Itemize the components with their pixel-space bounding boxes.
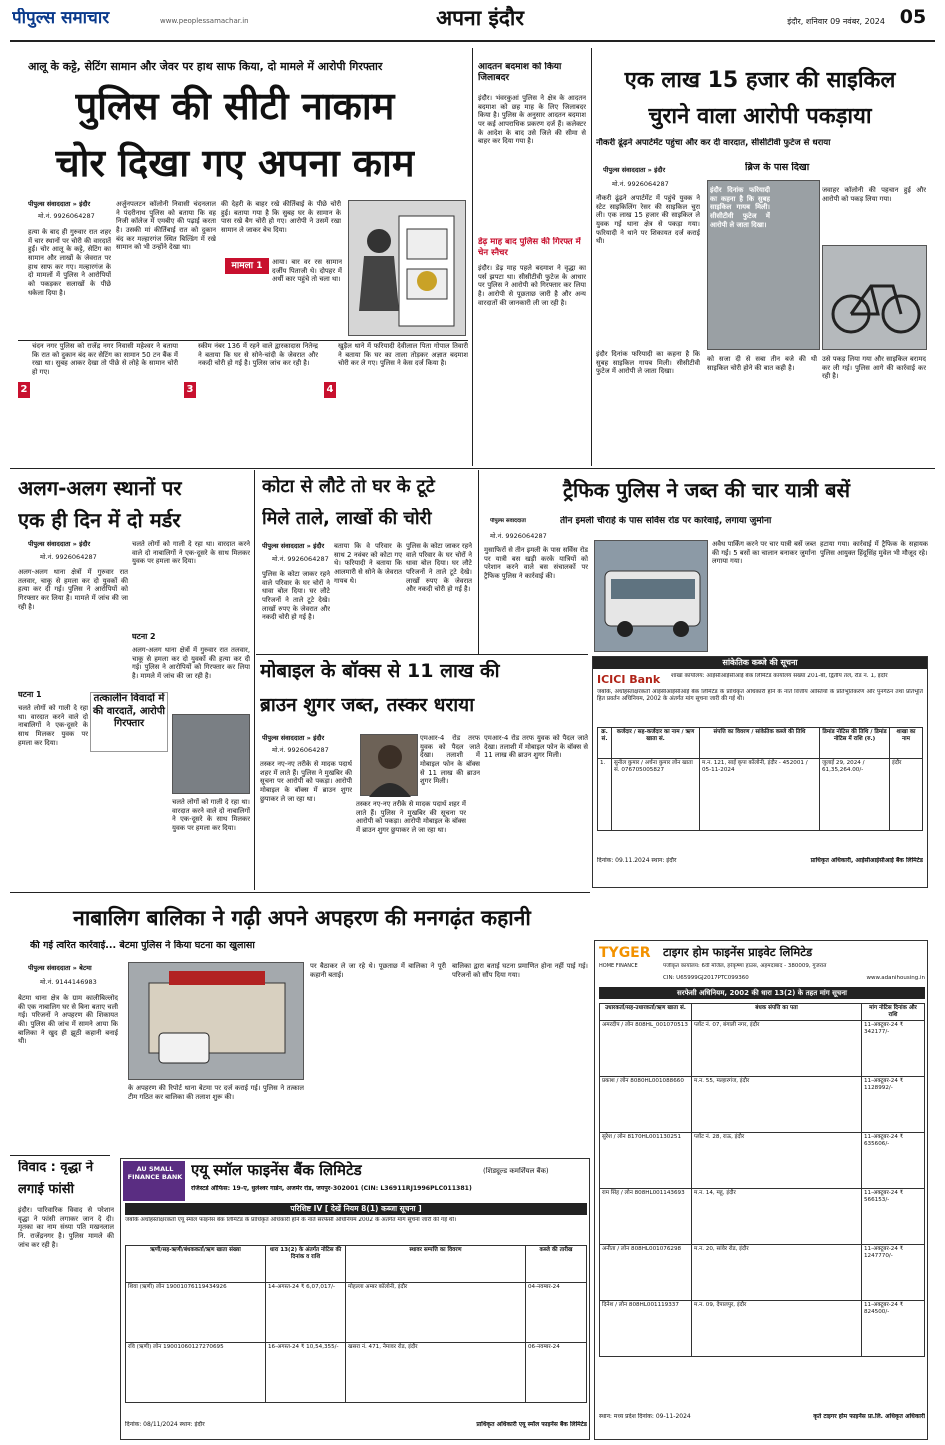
tyger-ad — [594, 940, 928, 1440]
cycle-body-1: नौकरी ढूंढ़ने अपार्टमेंट में पहुंचे युवक ने स्टेट साइकिलिंग रेसर की साइकिल चुरा ली। एक लाख 15 हजार की साइकिल ले युवक गई थाना क्षेत्र से पकड़ा गया। फरियादी ने थाने पर शिकायत दर्ज कराई थी। — [596, 194, 700, 246]
cycle-mob: मो.नं. 9926064287 — [612, 180, 669, 188]
mid-story-body: इंदौर। भंवरकुआं पुलिस ने क्षेत्र के आदतन बदमाश को छह माह के लिए जिलाबदर किया है। पुलिस के अनुसार आदतन बदमाश पर कई आपराधिक प्रकरण दर्ज हैं। कलेक्टर के आदेश के बाद उसे जिले की सीमा से बाहर कर दिया गया है। — [478, 94, 586, 146]
tyger-row-3-borrower: सुरेश / लोन 8170HL001130251 — [600, 1132, 692, 1188]
mobile-headline-2: ब्राउन शुगर जब्त, तस्कर धराया — [260, 694, 475, 716]
police-station-icon — [129, 963, 305, 1081]
suicide-headline-1: विवाद : वृद्धा ने — [18, 1160, 94, 1175]
suicide-body: इंदौर। पारिवारिक विवाद से परेशान वृद्धा ने फांसी लगाकर जान दे दी। मृतका का नाम संध्या पति मखनलाल नि. राजेंद्रनगर है। पुलिस मामले की जांच कर रही है। — [18, 1206, 114, 1249]
icici-banner: सांकेतिक कब्जे की सूचना — [593, 657, 927, 669]
cycle-headline-1: एक लाख 15 हजार की साइकिल — [624, 68, 896, 93]
mobile-body-2: तस्कर नए-नए तरीके से मादक पदार्थ शहर में लाते हैं। पुलिस ने मुखबिर की सूचना पर आरोपी को पकड़ा। आरोपी मोबाइल के बॉक्स में ब्राउन शुगर छुपाकर ले जा रहा था। — [356, 800, 466, 835]
tyger-title: टाइगर होम फाइनेंस प्राइवेट लिमिटेड — [663, 945, 813, 959]
icici-col-3: संपत्ति का विवरण / सांकेतिक कब्जे की तिथि — [700, 728, 820, 759]
icici-cell-amount: जुलाई 29, 2024 / 61,35,264.00/- — [820, 759, 890, 831]
murder-byline: पीपुल्स संवाददाता » इंदौर — [28, 540, 91, 548]
page-number: 05 — [899, 6, 927, 28]
masthead — [0, 0, 945, 40]
au-intro: जबकि अधोहस्ताक्षरकर्ता एयू स्मॉल फाइनेंस बैंक लिमिटेड के प्राधिकृत अधिकारी होने के नाते सरफेसी अधिनियम 2002 के अंतर्गत मांग सूचना जारी की गई थी। — [125, 1217, 457, 1223]
au-notice: परिशिष्ट IV [ देखें नियम 8(1) कब्जा सूचना ] — [125, 1203, 587, 1215]
murder-sub-2: घटना 2 — [132, 632, 156, 641]
strip-text-3: स्कीम नंबर 136 में रहने वाले द्वारकादास नितेन्द्र ने बताया कि घर से सोने-चांदी के जेवरात और नकदी चोरी हो गई है। पुलिस जांच कर रही है। — [198, 342, 318, 368]
cycle-column-rule — [591, 48, 592, 466]
section-title: अपना इंदौर — [436, 6, 524, 30]
mid-story-head: आदतन बदमाश को किया जिलाबदर — [478, 62, 562, 84]
icici-ad — [592, 656, 928, 888]
icici-cell-property: म.न. 121, साई कृपा कॉलोनी, इंदौर - 452001 / 05-11-2024 — [700, 759, 820, 831]
au-row2-notice: 16-अगस्त-24 ₹ 10,54,355/- — [266, 1343, 346, 1403]
minor-body-4: बालिका द्वारा बताई घटना प्रमाणित होना नहीं पाई गई। परिजनों को सौंप दिया गया। — [452, 962, 588, 979]
au-col-2: धारा 13(2) के अंतर्गत नोटिस की दिनांक व राशि — [266, 1246, 346, 1283]
kota-byline: पीपुल्स संवाददाता » इंदौर — [262, 542, 325, 550]
lead-body-col2: अर्जुनपलटन कॉलोनी निवासी चंदनलाल ने पंदरीनाथ पुलिस को बताया कि वह निजी कॉलेज में एमबीए की पढ़ाई करता है। उसकी मां कीर्तिबाई रात को दुकान बंद कर मल्हारगंज स्थित बिल्डिंग में रखे सामान को भी उन्होंने देखा था। — [116, 200, 216, 252]
kota-body-1: पुलिस के कोटा जाकर रहने वाले परिवार के घर चोरों ने धावा बोल दिया। घर लौटे परिजनों ने ताले टूटे देखे। लाखों रुपए के जेवरात और नकदी चोरी हो गई है। — [262, 570, 330, 622]
cycle-body-5: उसे पकड़ लिया गया और साइकिल बरामद कर ली गई। पुलिस आगे की कार्रवाई कर रही है। — [822, 355, 926, 381]
lead-kicker: आलू के कट्टे, सेटिंग सामान और जेवर पर हाथ साफ किया, दो मामले में आरोपी गिरफ्तार — [28, 60, 383, 73]
bicycle-icon — [823, 246, 928, 351]
cycle-headline-2: चुराने वाला आरोपी पकड़ाया — [648, 104, 872, 129]
tyger-logo-sub: HOME FINANCE — [599, 963, 638, 969]
brand-logo: पीपुल्स समाचार — [12, 8, 110, 28]
traffic-deck: तीन इमली चौराहे के पास सर्विस रोड पर कार्रवाई, लगाया जुर्माना — [560, 516, 772, 526]
tyger-row-4-notice: 11-अक्टूबर-24 ₹ 566153/- — [862, 1188, 925, 1244]
murder-body-3: अलग-अलग थाना क्षेत्रों में गुरुवार रात तलवार, चाकू से हमला कर दो युवकों की हत्या कर दी गई। पुलिस ने आरोपियों को गिरफ्तार कर लिया है। मामले में जांच की जा रही है। — [132, 646, 250, 681]
mid-column-rule — [472, 48, 473, 466]
au-row1-notice: 14-अगस्त-24 ₹ 6,07,017/- — [266, 1283, 346, 1343]
traffic-byline: पीपुल्स संवाददाता — [490, 518, 526, 524]
lead-headline-1: पुलिस की सीटी नाकाम — [75, 84, 395, 128]
traffic-body-3: हटाया गया। कार्रवाई में ट्रैफिक के सहायक पुलिस आयुक्त हिंदूसिंह मुवेल भी मौजूद रहे। — [820, 540, 928, 557]
tyger-row-2-borrower: प्रकाश / लोन 8080HL001088660 — [600, 1076, 692, 1132]
lead-headline-2: चोर दिखा गए अपना काम — [55, 141, 415, 185]
icici-cell-sn: 1. — [598, 759, 612, 831]
tyger-row-6-borrower: दिनेश / लोन 808HL001119337 — [600, 1300, 692, 1356]
au-row2-borrower: रवि (ऋणी) लोन 19001060127270695 — [126, 1343, 266, 1403]
mobile-mob: मो.नं. 9926064287 — [272, 746, 329, 754]
icici-logo: ICICI Bank — [597, 673, 661, 686]
murder-quote: तत्कालीन विवादों में की वारदातें, आरोपी गिरफ्तार — [90, 692, 168, 752]
suicide-rule — [10, 1155, 110, 1156]
au-col-3: स्थावर सम्पत्ति का विवरण — [346, 1246, 526, 1283]
bus-icon — [595, 541, 709, 653]
cycle-body-2: इंदौर दिनांक फरियादी का कहना है कि सुबह साइकिल गायब मिली। सीसीटीवी फुटेज में आरोपी ले जाता दिखा। — [710, 186, 770, 229]
au-signature: प्राधिकृत अधिकारी एयू स्मॉल फाइनेंस बैंक लिमिटेड — [476, 1421, 587, 1428]
kota-rule — [254, 470, 255, 890]
minor-body-1: बेटमा थाना क्षेत्र के ग्राम कालीबिल्लोद की एक नाबालिग घर से बिना बताए चली गई। परिजनों ने अपहरण की शिकायत की। पुलिस की जांच में सामने आया कि बालिका ने खुद ही झूठी कहानी बनाई थी। — [18, 994, 118, 1046]
minor-deck: की गई त्वरित कार्रवाई... बेटमा पुलिस ने किया घटना का खुलासा — [30, 940, 255, 951]
kota-mob: मो.नं. 9926064287 — [272, 555, 329, 563]
thief-illustration-icon — [349, 201, 467, 337]
strip-number-4: 4 — [324, 382, 336, 398]
tyger-web: www.adanihousing.in — [866, 975, 925, 981]
tyger-col-2: बंधक संपत्ति का पता — [692, 1004, 862, 1021]
lead-mob: मो.नं. 9926064287 — [38, 212, 95, 220]
cycle-body-4: को सजा दी से सबा तीन बजे की थी साइकिल चोरी होने की बात कही है। — [707, 355, 817, 372]
cycle-deck: नौकरी ढूंढ़ने अपार्टमेंट पहुंचा और कर दी वारदात, सीसीटीवी फुटेज से धराया — [596, 138, 831, 148]
icici-col-4: डिमांड नोटिस की तिथि / डिमांड नोटिस में राशि (रु.) — [820, 728, 890, 759]
mobile-body-4: एमआर-4 रोड तरफ युवक को पैदल जाते देखा। तलाशी में मोबाइल फोन के बॉक्स से 11 लाख की ब्राउन शुगर मिली। — [484, 734, 588, 760]
tyger-row-5-borrower: अनीता / लोन 808HL001076298 — [600, 1244, 692, 1300]
icici-col-5: शाखा का नाम — [890, 728, 923, 759]
tyger-row-4-borrower: राम सिंह / लोन 808HL001143693 — [600, 1188, 692, 1244]
au-col-4: कब्जे की तारीख — [526, 1246, 587, 1283]
murder-headline-2: एक ही दिन में दो मर्डर — [18, 508, 181, 532]
lead-strip — [18, 342, 468, 468]
strip-item-3 — [184, 342, 320, 466]
au-col-1: ऋणी/सह-ऋणी/बंधककर्ता/ऋण खाता संख्या — [126, 1246, 266, 1283]
murder-headline-1: अलग-अलग स्थानों पर — [18, 476, 182, 500]
case-label-1: मामला 1 — [225, 258, 269, 274]
icici-footer: दिनांक: 09.11.2024 स्थान: इंदौर — [597, 857, 677, 864]
minor-mob: मो.नं. 9144146983 — [40, 978, 97, 986]
strip-number-3: 3 — [184, 382, 196, 398]
tyger-row-3-notice: 11-अक्टूबर-24 ₹ 635606/- — [862, 1132, 925, 1188]
murder-body-1b: चलते लोगों को गाली दे रहा था। वारदात करने वाले दो नाबालिगों ने एक-दूसरे के साथ मिलकर युवक पर हमला कर दिया। — [18, 704, 88, 747]
tyger-row-1-property: प्लॉट नं. 07, बंगाली नगर, इंदौर — [692, 1020, 862, 1076]
au-row1-property: मोहल्ला अम्बर कॉलोनी, इंदौर — [346, 1283, 526, 1343]
traffic-rule — [478, 470, 479, 654]
au-address: रजिस्टर्ड ऑफिस: 19-ए, धुलेश्वर गार्डन, अजमेर रोड, जयपुर-302001 (CIN: L36911RJ1996PLC011381) — [191, 1185, 472, 1192]
au-footer: दिनांक: 08/11/2024 स्थान: इंदौर — [125, 1421, 205, 1428]
au-ad — [120, 1158, 590, 1440]
minor-photo-police-station — [128, 962, 304, 1080]
tyger-row-6-property: म.न. 09, देपालपुर, इंदौर — [692, 1300, 862, 1356]
middle-section-rule — [10, 892, 590, 893]
mobile-headline-1: मोबाइल के बॉक्स से 11 लाख की — [260, 660, 500, 682]
au-row2-date: 06-नवम्बर-24 — [526, 1343, 587, 1403]
tyger-row-6-notice: 11-अक्टूबर-24 ₹ 824500/- — [862, 1300, 925, 1356]
minor-body-3: पर बैठाकर ले जा रहे थे। पूछताछ में बालिका ने पूरी कहानी बताई। — [310, 962, 446, 979]
tyger-signature: कृते टाइगर होम फाइनेंस प्रा.लि. अधिकृत अधिकारी — [813, 1413, 925, 1420]
tyger-table — [599, 1003, 925, 1357]
cycle-byline: पीपुल्स संवाददाता » इंदौर — [603, 166, 666, 174]
au-logo — [123, 1161, 185, 1201]
murder-mob: मो.नं. 9926064287 — [40, 553, 97, 561]
tyger-address: पंजीकृत कार्यालय: 6वीं मंजिल, हरेकृष्णा हाउस, अहमदाबाद - 380009, गुजरात — [663, 963, 827, 969]
icici-table — [597, 727, 923, 831]
kota-body-3: पुलिस के कोटा जाकर रहने वाले परिवार के घर चोरों ने धावा बोल दिया। घर लौटे परिजनों ने ताले टूटे देखे। लाखों रुपए के जेवरात और नकदी चोरी हो गई है। — [406, 542, 472, 594]
tyger-row-3-property: प्लॉट नं. 28, राऊ, इंदौर — [692, 1132, 862, 1188]
au-logo-text: AU SMALL FINANCE BANK — [127, 1165, 183, 1182]
icici-col-2: कर्जदार / सह-कर्जदार का नाम / ऋण खाता सं. — [612, 728, 700, 759]
icici-cell-branch: इंदौर — [890, 759, 923, 831]
lead-strip-rule — [18, 340, 468, 341]
au-row2-property: खसरा नं. 471, नेमावर रोड, इंदौर — [346, 1343, 526, 1403]
masthead-rule — [10, 40, 935, 42]
strip-text-4: खुड़ैल थाने में फरियादी देवीलाल पिता गोपाल तिवारी ने बताया कि घर का ताला तोड़कर अज्ञात बदमाश चोरी कर ले गए। पुलिस ने केस दर्ज किया है। — [338, 342, 468, 368]
minor-byline: पीपुल्स संवाददाता » बेटमा — [28, 964, 92, 972]
icici-office: शाखा कार्यालय: आईसीआईसीआई बैंक लिमिटेड कार्यालय संख्या 201-बी, द्वितीय तल, रोड नं. 1, इंदौर — [671, 673, 888, 679]
tyger-col-3: मांग नोटिस दिनांक और राशि — [862, 1004, 925, 1021]
au-row1-borrower: शिवा (ऋणी) लोन 19001076119434926 — [126, 1283, 266, 1343]
person-icon — [361, 735, 419, 797]
tyger-row-5-property: म.न. 20, सांवेर रोड, इंदौर — [692, 1244, 862, 1300]
mobile-rule — [256, 654, 588, 655]
kota-headline-2: मिले ताले, लाखों की चोरी — [262, 508, 432, 529]
murder-body: अलग-अलग थाना क्षेत्रों में गुरुवार रात तलवार, चाकू से हमला कर दो युवकों की हत्या कर दी गई। पुलिस ने आरोपियों को गिरफ्तार कर लिया है। मामले में जांच की जा रही है। — [18, 568, 128, 611]
traffic-body: मुसाफिरों से तीन इमली के पास सर्विस रोड पर यात्री बस खड़ी करके यात्रियों को परेशान करने वाले बस संचालकों पर ट्रैफिक पुलिस ने कार्रवाई की। — [484, 546, 588, 581]
mobile-body-3: एमआर-4 रोड तरफ युवक को पैदल जाते देखा। तलाशी में मोबाइल फोन के बॉक्स से 11 लाख की ब्राउन शुगर मिली। — [420, 734, 480, 786]
traffic-headline: ट्रैफिक पुलिस ने जब्त की चार यात्री बसें — [562, 478, 851, 502]
traffic-body-2: अवैध पार्किंग करने पर चार यात्री बसें जब्त की गईं। 5 बसों का चालान बनाकर जुर्माना लगाया गया। — [712, 540, 816, 566]
case-1-text: आया। बार वर रस सामान दर्जीय पिताजी थे। दोपहर में अर्थी कार पहुंचे तो चला था। — [272, 258, 342, 284]
cycle-photo-bike — [822, 245, 927, 350]
tyger-row-4-property: म.न. 14, महू, इंदौर — [692, 1188, 862, 1244]
tyger-logo: TYGER — [599, 945, 651, 961]
tyger-row-5-notice: 11-अक्टूबर-24 ₹ 1247770/- — [862, 1244, 925, 1300]
tyger-row-2-notice: 11-अक्टूबर-24 ₹ 1128992/- — [862, 1076, 925, 1132]
tyger-row-2-property: म.न. 55, मल्हारगंज, इंदौर — [692, 1076, 862, 1132]
cycle-body-1b: इंदौर दिनांक फरियादी का कहना है कि सुबह साइकिल गायब मिली। सीसीटीवी फुटेज में आरोपी ले जाता दिखा। — [596, 350, 700, 376]
lead-body-col1: हत्या के बाद ही गुरुवार रात शहर में चार स्थानों पर चोरी की वारदातें हुईं। चोर आलू के कट्टे, सेटिंग का सामान और लाखों के जेवरात पर हाथ साफ कर गए। मल्हारगंज के दो मामलों में पुलिस ने आरोपियों को पकड़कर सलाखों के पीछे धकेला दिया है। — [28, 228, 111, 297]
suicide-headline-2: लगाई फांसी — [18, 1182, 74, 1197]
kota-headline-1: कोटा से लौटे तो घर के टूटे — [262, 476, 435, 497]
lead-illustration — [348, 200, 466, 336]
au-title-sub: (शिड्यूल्ड कमर्शियल बैंक) — [483, 1167, 549, 1175]
strip-item-4 — [324, 342, 468, 466]
website: www.peoplessamachar.in — [160, 17, 249, 25]
traffic-mob: मो.नं. 9926064287 — [490, 532, 547, 540]
icici-col-1: क्र. सं. — [598, 728, 612, 759]
accused-photo — [360, 734, 418, 796]
strip-number-2: 2 — [18, 382, 30, 398]
lead-byline: पीपुल्स संवाददाता » इंदौर — [28, 200, 91, 208]
mobile-byline: पीपुल्स संवाददाता » इंदौर — [262, 734, 325, 742]
strip-text-2: चंदन नगर पुलिस को राजेंद्र नगर निवासी महेश्वर ने बताया कि रात को दुकान बंद कर सेटिंग का सामान 50 टन बैंक में रखा था। सुबह आकर देखा तो पीछे से लोहे के सामान चोरी हो गए। — [32, 342, 178, 377]
tyger-row-1-notice: 11-अक्टूबर-24 ₹ 342177/- — [862, 1020, 925, 1076]
murder-body-2: चलते लोगों को गाली दे रहा था। वारदात करने वाले दो नाबालिगों ने एक-दूसरे के साथ मिलकर युवक पर हमला कर दिया। — [132, 540, 250, 566]
murder-photo — [172, 714, 250, 794]
traffic-photo-buses — [594, 540, 708, 652]
lead-body-col3: की देहरी के बाहर रखे कीर्तिबाई के पीछे चोरी हुई। बताया गया है कि सुबह घर के सामान के पास रखे बैग चोरी हो गए। आरोपी ने उसमें रखा सामान ले जाकर बेच दिया। — [221, 200, 341, 235]
icici-intro: जबकि, अधोहस्ताक्षरकर्ता आईसीआईसीआई बैंक लिमिटेड के प्राधिकृत अधिकारी होने के नाते वित्तीय आस्तियों के प्रतिभूतिकरण और पुनर्गठन तथा प्रतिभूति हित प्रवर्तन अधिनियम, 2002 के अंतर्गत मांग सूचना जारी की गई थी। — [597, 689, 923, 703]
kota-body-2: बताया कि वे परिवार के साथ 2 नवंबर को कोटा गए थे। फरियादी ने बताया कि आलमारी से सोने के जेवरात गायब थे। — [334, 542, 402, 585]
tyger-cin: CIN: U65999GJ2017PTC099360 — [663, 975, 749, 981]
tyger-footer: स्थान: मध्य प्रदेश दिनांक: 09-11-2024 — [599, 1413, 691, 1420]
strip-item-2 — [18, 342, 178, 466]
dateline: इंदौर, शनिवार 09 नवंबर, 2024 — [787, 17, 885, 26]
au-title: एयू स्मॉल फाइनेंस बैंक लिमिटेड — [191, 1161, 362, 1179]
icici-cell-borrower: सुनील कुमार / अर्चना कुमार लोन खाता सं. 076705005827 — [612, 759, 700, 831]
minor-headline: नाबालिग बालिका ने गढ़ी अपने अपहरण की मनगढ़ंत कहानी — [73, 906, 531, 930]
tyger-notice: सरफेसी अधिनियम, 2002 की धारा 13(2) के तहत मांग सूचना — [599, 987, 925, 999]
upper-section-rule — [10, 468, 935, 469]
tyger-col-1: उधारकर्ता/सह-उधारकर्ता/ऋण खाता सं. — [600, 1004, 692, 1021]
cycle-body-3: जवाहर कॉलोनी की पहचान हुई और आरोपी को पकड़ लिया गया। — [822, 186, 926, 203]
murder-body-4: चलते लोगों को गाली दे रहा था। वारदात करने वाले दो नाबालिगों ने एक-दूसरे के साथ मिलकर युवक पर हमला कर दिया। — [172, 798, 250, 833]
mid-story-body-2: इंदौर। डेढ़ माह पहले बदमाश ने वृद्धा का पर्स झपटा था। सीसीटीवी फुटेज के आधार पर पुलिस ने आरोपी को गिरफ्तार कर लिया है। आरोपी से पूछताछ जारी है और अन्य वारदातों की जानकारी ली जा रही है। — [478, 264, 586, 307]
tyger-row-1-borrower: अमरदीप / लोन 808HL_001070513 — [600, 1020, 692, 1076]
minor-body-2: के अपहरण की रिपोर्ट थाना बेटमा पर दर्ज कराई गई। पुलिस ने तत्काल टीम गठित कर बालिका की तलाश शुरू की। — [128, 1084, 304, 1101]
mobile-body-1: तस्कर नए-नए तरीके से मादक पदार्थ शहर में लाते हैं। पुलिस ने मुखबिर की सूचना पर आरोपी को पकड़ा। आरोपी मोबाइल के बॉक्स में ब्राउन शुगर छुपाकर ले जा रहा था। — [260, 760, 352, 803]
icici-signature: प्राधिकृत अधिकारी, आईसीआईसीआई बैंक लिमिटेड — [810, 857, 923, 864]
mid-story-sub: डेढ़ माह बाद पुलिस की गिरफ्त में चेन स्नैचर — [478, 237, 581, 258]
au-row1-date: 04-नवम्बर-24 — [526, 1283, 587, 1343]
au-table — [125, 1245, 587, 1403]
cycle-place: ब्रिज के पास दिखा — [745, 162, 810, 173]
murder-sub-1: घटना 1 — [18, 690, 42, 699]
